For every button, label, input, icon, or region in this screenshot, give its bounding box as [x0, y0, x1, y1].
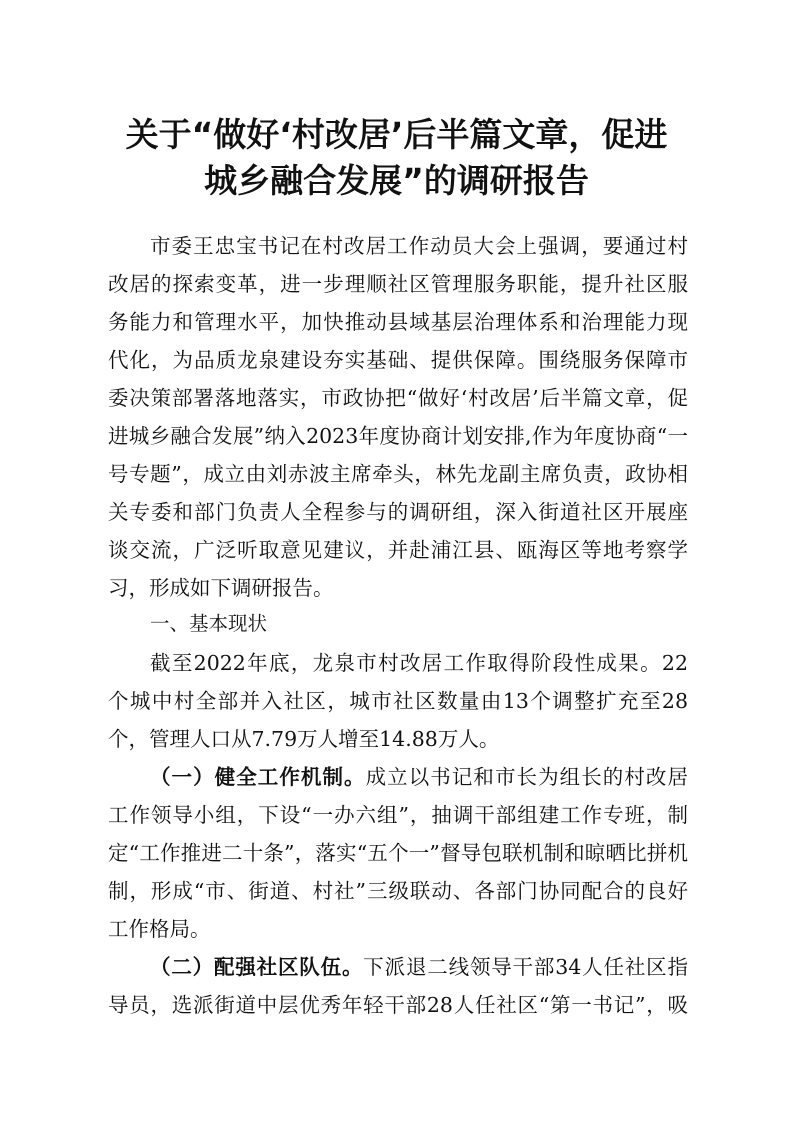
paragraph-1-line: 进城乡融合发展”纳入2023年度协商计划安排,作为年度协商“一 [108, 424, 688, 448]
paragraph-1-line: 改居的探索变革，进一步理顺社区管理服务职能，提升社区服 [108, 272, 688, 296]
paragraph-3-line: 工作格局。 [108, 917, 211, 941]
paragraph-1-line: 谈交流，广泛听取意见建议，并赴浦江县、瓯海区等地考察学 [108, 538, 688, 562]
document-title-line-2: 城乡融合发展”的调研报告 [204, 161, 589, 200]
paragraph-1-line: 务能力和管理水平，加快推动县域基层治理体系和治理能力现 [108, 310, 688, 334]
section-heading: 一、基本现状 [150, 612, 268, 635]
paragraph-1-line: 市委王忠宝书记在村改居工作动员大会上强调，要通过村 [150, 234, 688, 258]
paragraph-1-line: 号专题”，成立由刘赤波主席牵头，林先龙副主席负责，政协相 [108, 462, 688, 486]
paragraph-1-line: 习，形成如下调研报告。 [108, 576, 334, 600]
document-title-line-1: 关于“做好‘村改居’后半篇文章，促进 [125, 115, 668, 154]
paragraph-2-line: 截至2022年底，龙泉市村改居工作取得阶段性成果。22 [150, 651, 688, 675]
paragraph-3-first-line [150, 762, 688, 792]
paragraph-4-first-line [150, 952, 688, 982]
paragraph-3-line: 制，形成“市、街道、村社”三级联动、各部门协同配合的良好 [108, 879, 688, 903]
paragraph-1-line: 代化，为品质龙泉建设夯实基础、提供保障。围绕服务保障市 [108, 348, 688, 372]
paragraph-4-lead: （二）配强社区队伍。 [150, 955, 364, 979]
paragraph-3-first-line-text: 成立以书记和市长为组长的村改居 [365, 765, 688, 789]
paragraph-2-line: 个城中村全部并入社区，城市社区数量由13个调整扩充至28 [108, 689, 688, 713]
paragraph-1-line: 委决策部署落地落实，市政协把“做好‘村改居’后半篇文章，促 [108, 386, 688, 410]
paragraph-3-line: 工作领导小组，下设“一办六组”，抽调干部组建工作专班，制 [108, 803, 688, 827]
paragraph-4-first-line-text: 下派退二线领导干部34人任社区指 [363, 955, 688, 979]
paragraph-4-line: 导员，选派街道中层优秀年轻干部28人任社区“第一书记”，吸 [108, 993, 688, 1017]
paragraph-3-lead: （一）健全工作机制。 [150, 765, 366, 789]
paragraph-3-line: 定“工作推进二十条”，落实“五个一”督导包联机制和晾晒比拼机 [108, 841, 688, 865]
paragraph-1-line: 关专委和部门负责人全程参与的调研组，深入街道社区开展座 [108, 500, 688, 524]
paragraph-2-line: 个，管理人口从7.79万人增至14.88万人。 [108, 727, 500, 751]
